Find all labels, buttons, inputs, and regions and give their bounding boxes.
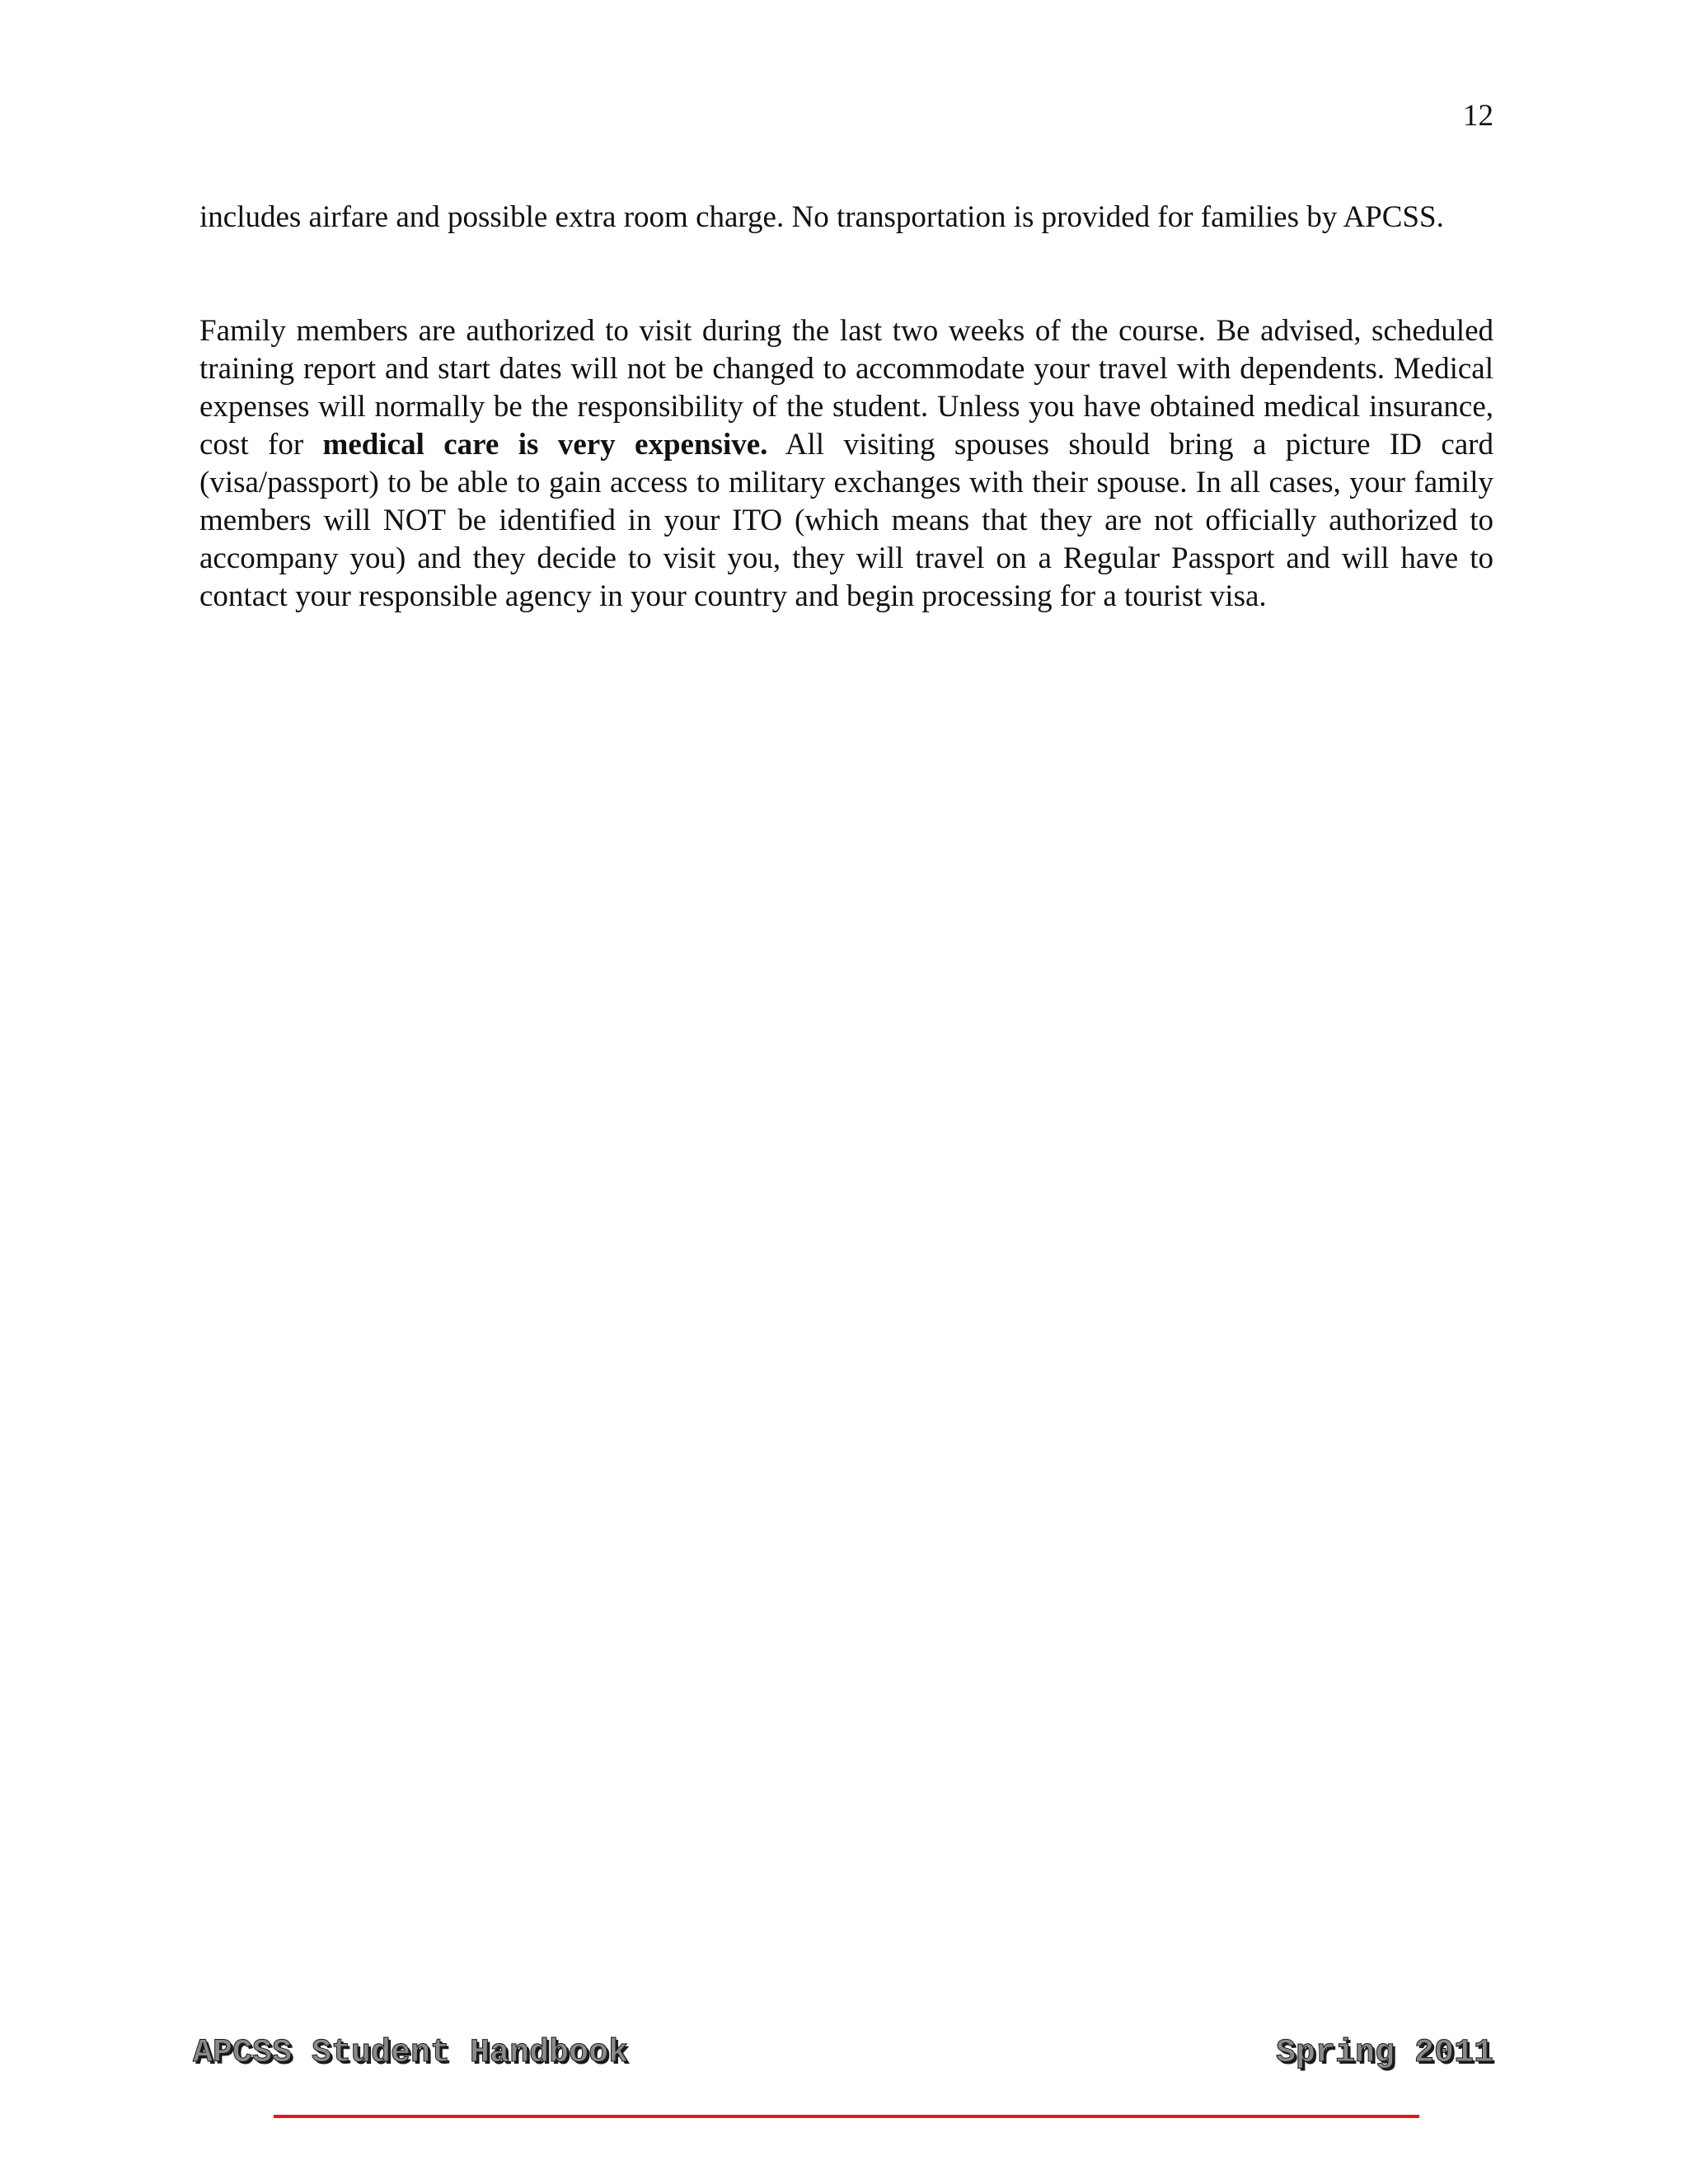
paragraph-family-visits [199, 312, 1493, 616]
paragraph-family-visits-text-1: Family members are authorized to visit during the last two weeks of the course. Be advised, scheduled training report and start dates will not be changed to accommodate your travel with dependents. Medical expenses will normally be the responsibility of the student. Unless you have obtained medical insurance, cost for [199, 314, 1493, 462]
page-number: 12 [1463, 99, 1493, 133]
paragraph-family-visits-text-2: All visiting spouses should bring a picture ID card (visa/passport) to be able to gain access to military exchanges with their spouse. In all cases, your family members will NOT be identified in your ITO (which means that they are not officially authorized to accompany you) and they decide to visit you, they will travel on a Regular Passport and will have to contact your responsible agency in your country and begin processing for a tourist visa. [199, 428, 1494, 613]
paragraph-family-visits-bold: medical care is very expensive. [322, 428, 768, 462]
footer-divider [274, 2115, 1419, 2118]
paragraph-travel-costs: includes airfare and possible extra room charge. No transportation is provided for families by APCSS. [199, 200, 1444, 234]
footer-term: Spring 2011 [1275, 2035, 1493, 2072]
footer-handbook-title: APCSS Student Handbook [193, 2035, 629, 2072]
